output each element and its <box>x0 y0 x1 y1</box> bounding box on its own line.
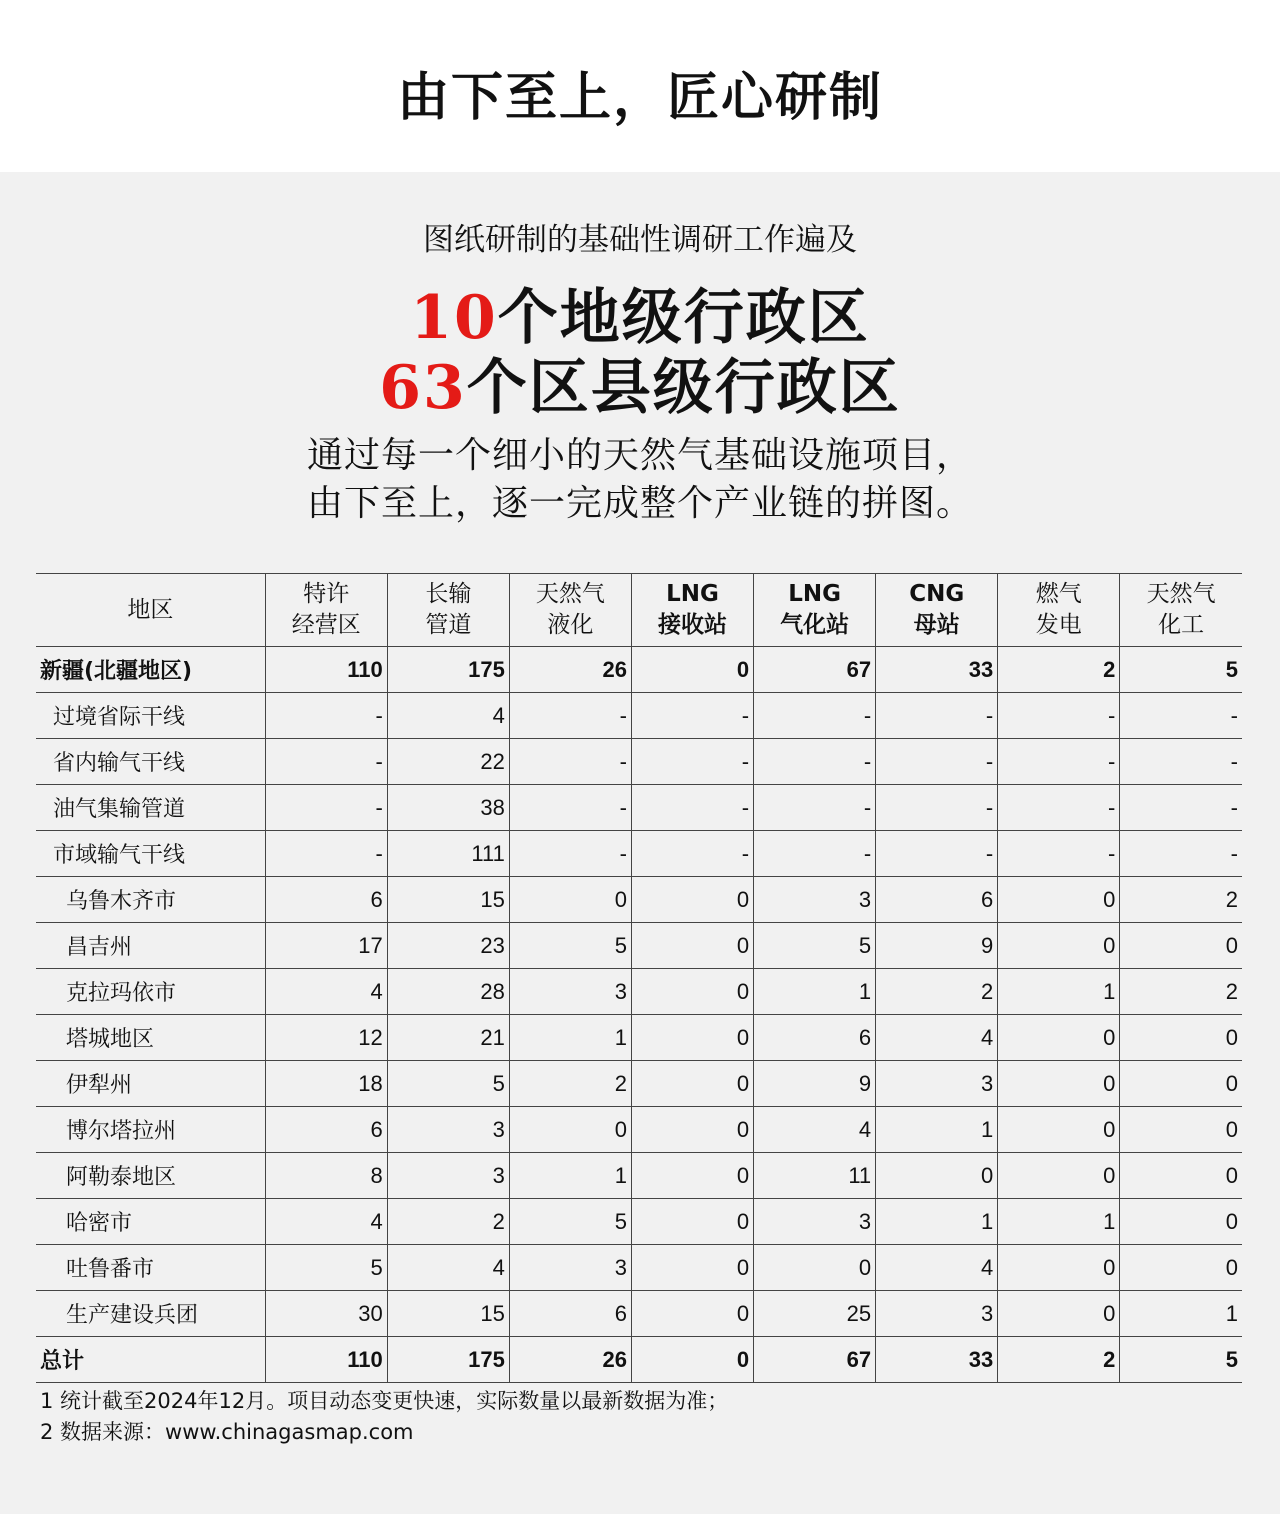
region-name: 过境省际干线 <box>36 693 265 739</box>
table-cell: 26 <box>509 647 631 693</box>
table-cell: 0 <box>1120 1107 1242 1153</box>
infrastructure-table <box>36 573 1242 1383</box>
table-cell: - <box>1120 831 1242 877</box>
column-header <box>509 574 631 647</box>
description-line: 通过每一个细小的天然气基础设施项目， <box>306 435 973 476</box>
column-header <box>36 574 265 647</box>
table-cell: 1 <box>876 1199 998 1245</box>
table-cell: 22 <box>387 739 509 785</box>
region-name: 新疆(北疆地区) <box>36 647 265 693</box>
table-cell: 67 <box>754 647 876 693</box>
region-name: 克拉玛依市 <box>36 969 265 1015</box>
table-row <box>36 1337 1242 1383</box>
table-cell: 111 <box>387 831 509 877</box>
table-cell: - <box>998 739 1120 785</box>
column-header-line: 长输 <box>425 581 472 607</box>
table-row <box>36 969 1242 1015</box>
table-body <box>36 647 1242 1383</box>
table-cell: 6 <box>509 1291 631 1337</box>
headline-text: 个区县级行政区 <box>466 353 901 423</box>
table-cell: 5 <box>1120 1337 1242 1383</box>
table-cell: 5 <box>1120 647 1242 693</box>
column-header-line: 地区 <box>127 596 174 623</box>
table-cell: - <box>509 693 631 739</box>
table-cell: 4 <box>387 1245 509 1291</box>
headline-text: 个地级行政区 <box>497 283 870 353</box>
table-cell: 0 <box>998 877 1120 923</box>
table-cell: 4 <box>876 1245 998 1291</box>
table-cell: 0 <box>998 1291 1120 1337</box>
table-cell: 0 <box>876 1153 998 1199</box>
table-cell: 0 <box>631 969 753 1015</box>
table-cell: 8 <box>265 1153 387 1199</box>
column-header <box>754 574 876 647</box>
table-cell: - <box>1120 785 1242 831</box>
page-title: 由下至上，匠心研制 <box>396 68 883 128</box>
table-cell: - <box>631 693 753 739</box>
footnote: 2 数据来源：www.chinagasmap.com <box>40 1420 414 1444</box>
table-cell: 0 <box>631 647 753 693</box>
table-cell: 0 <box>998 1245 1120 1291</box>
table-cell: 0 <box>1120 1199 1242 1245</box>
table-cell: 0 <box>1120 923 1242 969</box>
table-row <box>36 785 1242 831</box>
column-header-line: CNG <box>909 581 965 607</box>
column-header-line: 发电 <box>1035 612 1082 638</box>
table-cell: - <box>1120 693 1242 739</box>
table-row <box>36 1291 1242 1337</box>
table-cell: - <box>265 785 387 831</box>
table-cell: 21 <box>387 1015 509 1061</box>
table-header-row <box>36 574 1242 647</box>
table-row <box>36 1061 1242 1107</box>
table-cell: 6 <box>876 877 998 923</box>
table-cell: 0 <box>631 1245 753 1291</box>
column-header-line: 液化 <box>547 612 594 638</box>
table-cell: 18 <box>265 1061 387 1107</box>
table-cell: - <box>876 831 998 877</box>
region-name: 哈密市 <box>36 1199 265 1245</box>
table-cell: 0 <box>754 1245 876 1291</box>
column-header-line: 接收站 <box>658 612 728 638</box>
table-cell: - <box>509 739 631 785</box>
table-cell: 1 <box>754 969 876 1015</box>
table-cell: 3 <box>876 1291 998 1337</box>
table-cell: 4 <box>265 1199 387 1245</box>
table-cell: 0 <box>631 1291 753 1337</box>
column-header-line: 母站 <box>913 612 960 638</box>
table-cell: 2 <box>387 1199 509 1245</box>
table-cell: - <box>265 831 387 877</box>
table-cell: 25 <box>754 1291 876 1337</box>
column-header <box>876 574 998 647</box>
region-name: 博尔塔拉州 <box>36 1107 265 1153</box>
column-header <box>265 574 387 647</box>
headline-county-count <box>0 353 1280 423</box>
table-cell: 175 <box>387 647 509 693</box>
column-header <box>1120 574 1242 647</box>
table-cell: 110 <box>265 647 387 693</box>
table-cell: 0 <box>1120 1015 1242 1061</box>
table-cell: 0 <box>631 1107 753 1153</box>
table-cell: 38 <box>387 785 509 831</box>
table-row <box>36 923 1242 969</box>
table-cell: - <box>265 739 387 785</box>
table-cell: 0 <box>1120 1245 1242 1291</box>
table-cell: 0 <box>998 1107 1120 1153</box>
table-cell: 5 <box>509 1199 631 1245</box>
table-cell: - <box>876 785 998 831</box>
table-cell: 0 <box>509 1107 631 1153</box>
table-cell: 6 <box>265 1107 387 1153</box>
table-cell: 0 <box>1120 1153 1242 1199</box>
table-cell: 30 <box>265 1291 387 1337</box>
column-header-line: 燃气 <box>1035 581 1082 607</box>
footnote: 1 统计截至2024年12月。项目动态变更快速，实际数量以最新数据为准； <box>40 1389 729 1413</box>
column-header <box>998 574 1120 647</box>
table-row <box>36 1199 1242 1245</box>
region-name: 省内输气干线 <box>36 739 265 785</box>
table-cell: 4 <box>754 1107 876 1153</box>
table-cell: 23 <box>387 923 509 969</box>
table-cell: - <box>754 693 876 739</box>
column-header-line: 天然气 <box>1146 581 1216 607</box>
table-cell: - <box>509 831 631 877</box>
table-cell: 2 <box>1120 969 1242 1015</box>
table-cell: - <box>631 785 753 831</box>
region-name: 乌鲁木齐市 <box>36 877 265 923</box>
table-cell: 4 <box>265 969 387 1015</box>
column-header <box>631 574 753 647</box>
table-cell: 15 <box>387 877 509 923</box>
table-row <box>36 1245 1242 1291</box>
column-header <box>387 574 509 647</box>
region-name: 昌吉州 <box>36 923 265 969</box>
region-name: 塔城地区 <box>36 1015 265 1061</box>
table-cell: 0 <box>631 923 753 969</box>
region-name: 吐鲁番市 <box>36 1245 265 1291</box>
table-cell: 3 <box>387 1107 509 1153</box>
table-cell: - <box>1120 739 1242 785</box>
table-cell: 17 <box>265 923 387 969</box>
table-cell: - <box>998 831 1120 877</box>
table-cell: 12 <box>265 1015 387 1061</box>
table-cell: - <box>754 785 876 831</box>
table-cell: 11 <box>754 1153 876 1199</box>
table-cell: 2 <box>1120 877 1242 923</box>
table-cell: 15 <box>387 1291 509 1337</box>
table-cell: 1 <box>1120 1291 1242 1337</box>
table-cell: 3 <box>509 969 631 1015</box>
table-cell: - <box>754 739 876 785</box>
table-cell: 0 <box>509 877 631 923</box>
region-name: 阿勒泰地区 <box>36 1153 265 1199</box>
table-cell: 175 <box>387 1337 509 1383</box>
table-row <box>36 1015 1242 1061</box>
table-cell: 0 <box>631 1061 753 1107</box>
column-header-line: LNG <box>788 581 841 607</box>
table-cell: 110 <box>265 1337 387 1383</box>
table-cell: 3 <box>509 1245 631 1291</box>
table-cell: 9 <box>754 1061 876 1107</box>
table-row <box>36 1153 1242 1199</box>
table-cell: - <box>998 785 1120 831</box>
table-cell: 5 <box>265 1245 387 1291</box>
table-cell: 0 <box>998 1015 1120 1061</box>
table-cell: 6 <box>265 877 387 923</box>
table-cell: 6 <box>754 1015 876 1061</box>
table-cell: 67 <box>754 1337 876 1383</box>
table-row <box>36 831 1242 877</box>
headline-prefecture-count <box>0 283 1280 353</box>
table-cell: 0 <box>998 1061 1120 1107</box>
table-cell: 1 <box>998 969 1120 1015</box>
region-name: 生产建设兵团 <box>36 1291 265 1337</box>
table-cell: - <box>754 831 876 877</box>
table-cell: 26 <box>509 1337 631 1383</box>
table-cell: 33 <box>876 647 998 693</box>
table-cell: 3 <box>754 877 876 923</box>
table-row <box>36 877 1242 923</box>
table-cell: - <box>998 693 1120 739</box>
table-cell: - <box>631 831 753 877</box>
table-cell: 0 <box>631 1015 753 1061</box>
table-cell: 0 <box>998 1153 1120 1199</box>
column-header-line: 特许 <box>303 581 350 607</box>
table-cell: 3 <box>754 1199 876 1245</box>
column-header-line: 天然气 <box>535 581 605 607</box>
footnotes <box>40 1386 728 1448</box>
region-name: 伊犁州 <box>36 1061 265 1107</box>
table-row <box>36 647 1242 693</box>
table-cell: - <box>265 693 387 739</box>
column-header-line: 化工 <box>1158 612 1205 638</box>
table-row <box>36 739 1242 785</box>
table-cell: 5 <box>754 923 876 969</box>
table-cell: 5 <box>509 923 631 969</box>
table-cell: 2 <box>998 647 1120 693</box>
table-cell: 4 <box>876 1015 998 1061</box>
table-cell: - <box>876 693 998 739</box>
column-header-line: 气化站 <box>780 612 850 638</box>
table-cell: - <box>509 785 631 831</box>
table-cell: 0 <box>631 1337 753 1383</box>
table-cell: 3 <box>387 1153 509 1199</box>
table-cell: 0 <box>631 1199 753 1245</box>
table-cell: 3 <box>876 1061 998 1107</box>
table-cell: 0 <box>998 923 1120 969</box>
table-cell: 0 <box>1120 1061 1242 1107</box>
description-line: 由下至上，逐一完成整个产业链的拼图。 <box>306 483 973 524</box>
column-header-line: 管道 <box>425 612 472 638</box>
table-cell: 1 <box>876 1107 998 1153</box>
table-cell: 1 <box>998 1199 1120 1245</box>
table-cell: 1 <box>509 1153 631 1199</box>
table-cell: 2 <box>998 1337 1120 1383</box>
column-header-line: LNG <box>666 581 719 607</box>
table-cell: 28 <box>387 969 509 1015</box>
table-cell: 5 <box>387 1061 509 1107</box>
column-header-line: 经营区 <box>291 612 361 638</box>
table-cell: 2 <box>876 969 998 1015</box>
region-name: 总计 <box>36 1337 265 1383</box>
region-name: 市域输气干线 <box>36 831 265 877</box>
table-cell: 2 <box>509 1061 631 1107</box>
table-row <box>36 1107 1242 1153</box>
table-cell: - <box>631 739 753 785</box>
table-row <box>36 693 1242 739</box>
table-cell: 0 <box>631 1153 753 1199</box>
headline-number: 10 <box>410 283 498 353</box>
region-name: 油气集输管道 <box>36 785 265 831</box>
table-cell: 1 <box>509 1015 631 1061</box>
table-cell: 9 <box>876 923 998 969</box>
table-cell: - <box>876 739 998 785</box>
headline-number: 63 <box>379 353 467 423</box>
table-cell: 0 <box>631 877 753 923</box>
intro-text: 图纸研制的基础性调研工作遍及 <box>423 222 857 258</box>
table-cell: 33 <box>876 1337 998 1383</box>
table-cell: 4 <box>387 693 509 739</box>
